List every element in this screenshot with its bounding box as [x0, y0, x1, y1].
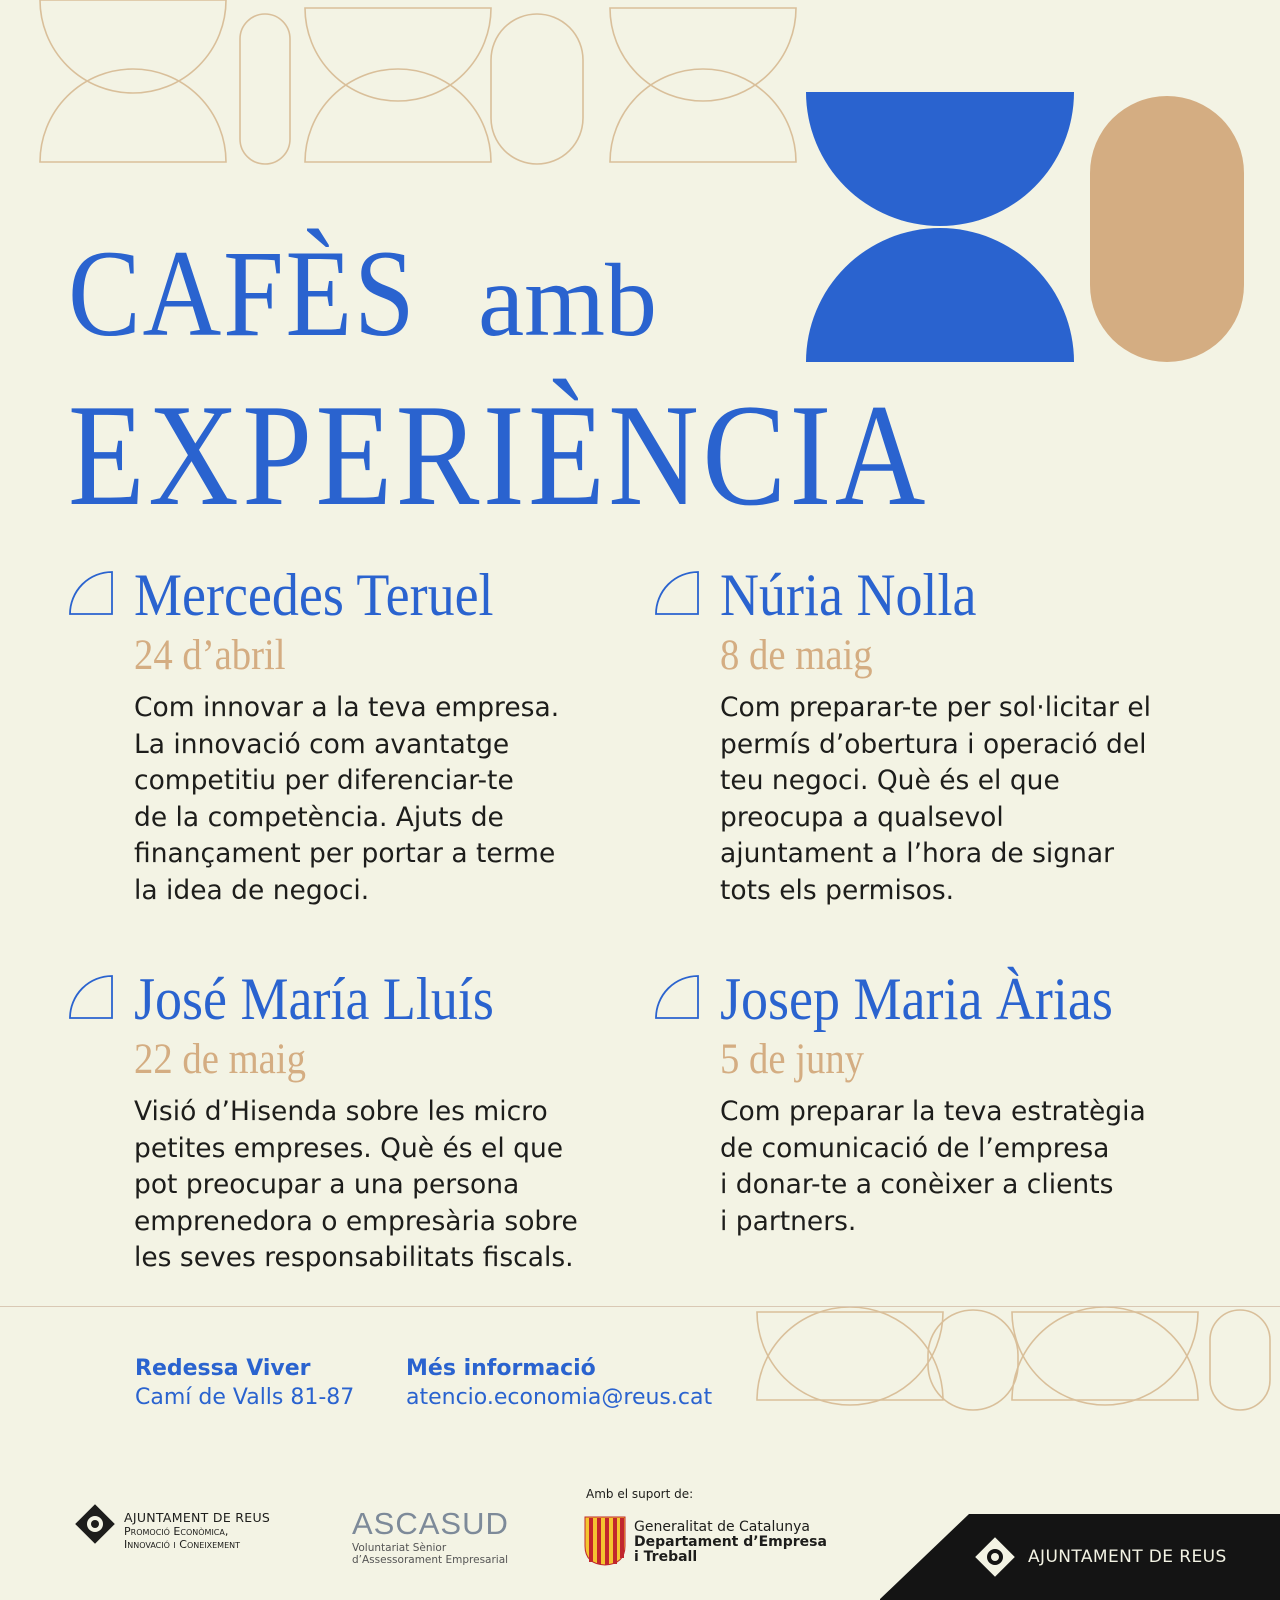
- contact-info: [406, 1354, 712, 1412]
- generalitat-logo: Generalitat de Catalunya Departament d’Empresa i Treball: [634, 1519, 827, 1565]
- speaker-name: José María Lluís: [134, 966, 494, 1032]
- footer-band: [880, 1514, 1280, 1600]
- speaker-card: [720, 562, 1240, 909]
- quarter-circle-icon: [68, 570, 114, 616]
- reus-crest-icon: [74, 1503, 116, 1545]
- band-corner: [879, 1514, 969, 1600]
- speaker-description: Com preparar-te per sol·licitar el permís d’obertura i operació del teu negoci. Què és el que preocupa a qualsevol ajuntament a l’hora de signar tots els permisos.: [720, 692, 1151, 906]
- speaker-name: Mercedes Teruel: [134, 562, 494, 628]
- venue-heading: Redessa Viver: [135, 1356, 311, 1381]
- speaker-card: [720, 966, 1240, 1240]
- speaker-description: Com preparar la teva estratègia de comunicació de l’empresa i donar-te a conèixer a clients i partners.: [720, 1096, 1146, 1237]
- speaker-card: [134, 966, 654, 1277]
- ascasud-logo: ASCASUD Voluntariat Sènior d’Assessorament Empresarial: [352, 1506, 509, 1566]
- speaker-date: 24 d’abril: [134, 632, 286, 679]
- reus-crest-icon: [974, 1536, 1016, 1578]
- speaker-date: 22 de maig: [134, 1036, 306, 1083]
- speaker-name: Josep Maria Àrias: [720, 966, 1113, 1032]
- speaker-description: Com innovar a la teva empresa. La innovació com avantatge competitiu per diferenciar-te de la competència. Ajuts de finançament per portar a terme la idea de negoci.: [134, 692, 560, 906]
- tan-pill-shape: [1090, 96, 1244, 362]
- speaker-date: 8 de maig: [720, 632, 873, 679]
- speaker-date: 5 de juny: [720, 1036, 865, 1083]
- quarter-circle-icon: [654, 570, 700, 616]
- quarter-circle-icon: [68, 974, 114, 1020]
- title-cafes: CAFÈS: [68, 225, 417, 362]
- reus-promo-logo: AJUNTAMENT DE REUS Promoció Econòmica, Innovació i Coneixement: [124, 1510, 271, 1551]
- poster-title: [68, 225, 929, 536]
- support-label: Amb el suport de:: [586, 1487, 694, 1501]
- hourglass-shape: [806, 92, 1074, 362]
- venue-address: Camí de Valls 81-87: [135, 1385, 355, 1410]
- contact-email[interactable]: atencio.economia@reus.cat: [406, 1385, 713, 1410]
- venue-info: [135, 1354, 354, 1412]
- generalitat-shield-icon: [584, 1516, 626, 1566]
- speaker-card: [134, 562, 654, 909]
- quarter-circle-icon: [654, 974, 700, 1020]
- contact-heading: Més informació: [406, 1356, 596, 1381]
- footer-divider: [0, 1306, 1280, 1307]
- title-experiencia: EXPERIÈNCIA: [68, 374, 929, 536]
- title-amb: amb: [477, 243, 657, 358]
- reus-footer-logo-text: AJUNTAMENT DE REUS: [1028, 1547, 1227, 1567]
- speaker-name: Núria Nolla: [720, 562, 977, 628]
- speaker-description: Visió d’Hisenda sobre les micro petites empreses. Què és el que pot preocupar a una persona emprenedora o empresària sobre les seves responsabilitats fiscals.: [134, 1096, 578, 1273]
